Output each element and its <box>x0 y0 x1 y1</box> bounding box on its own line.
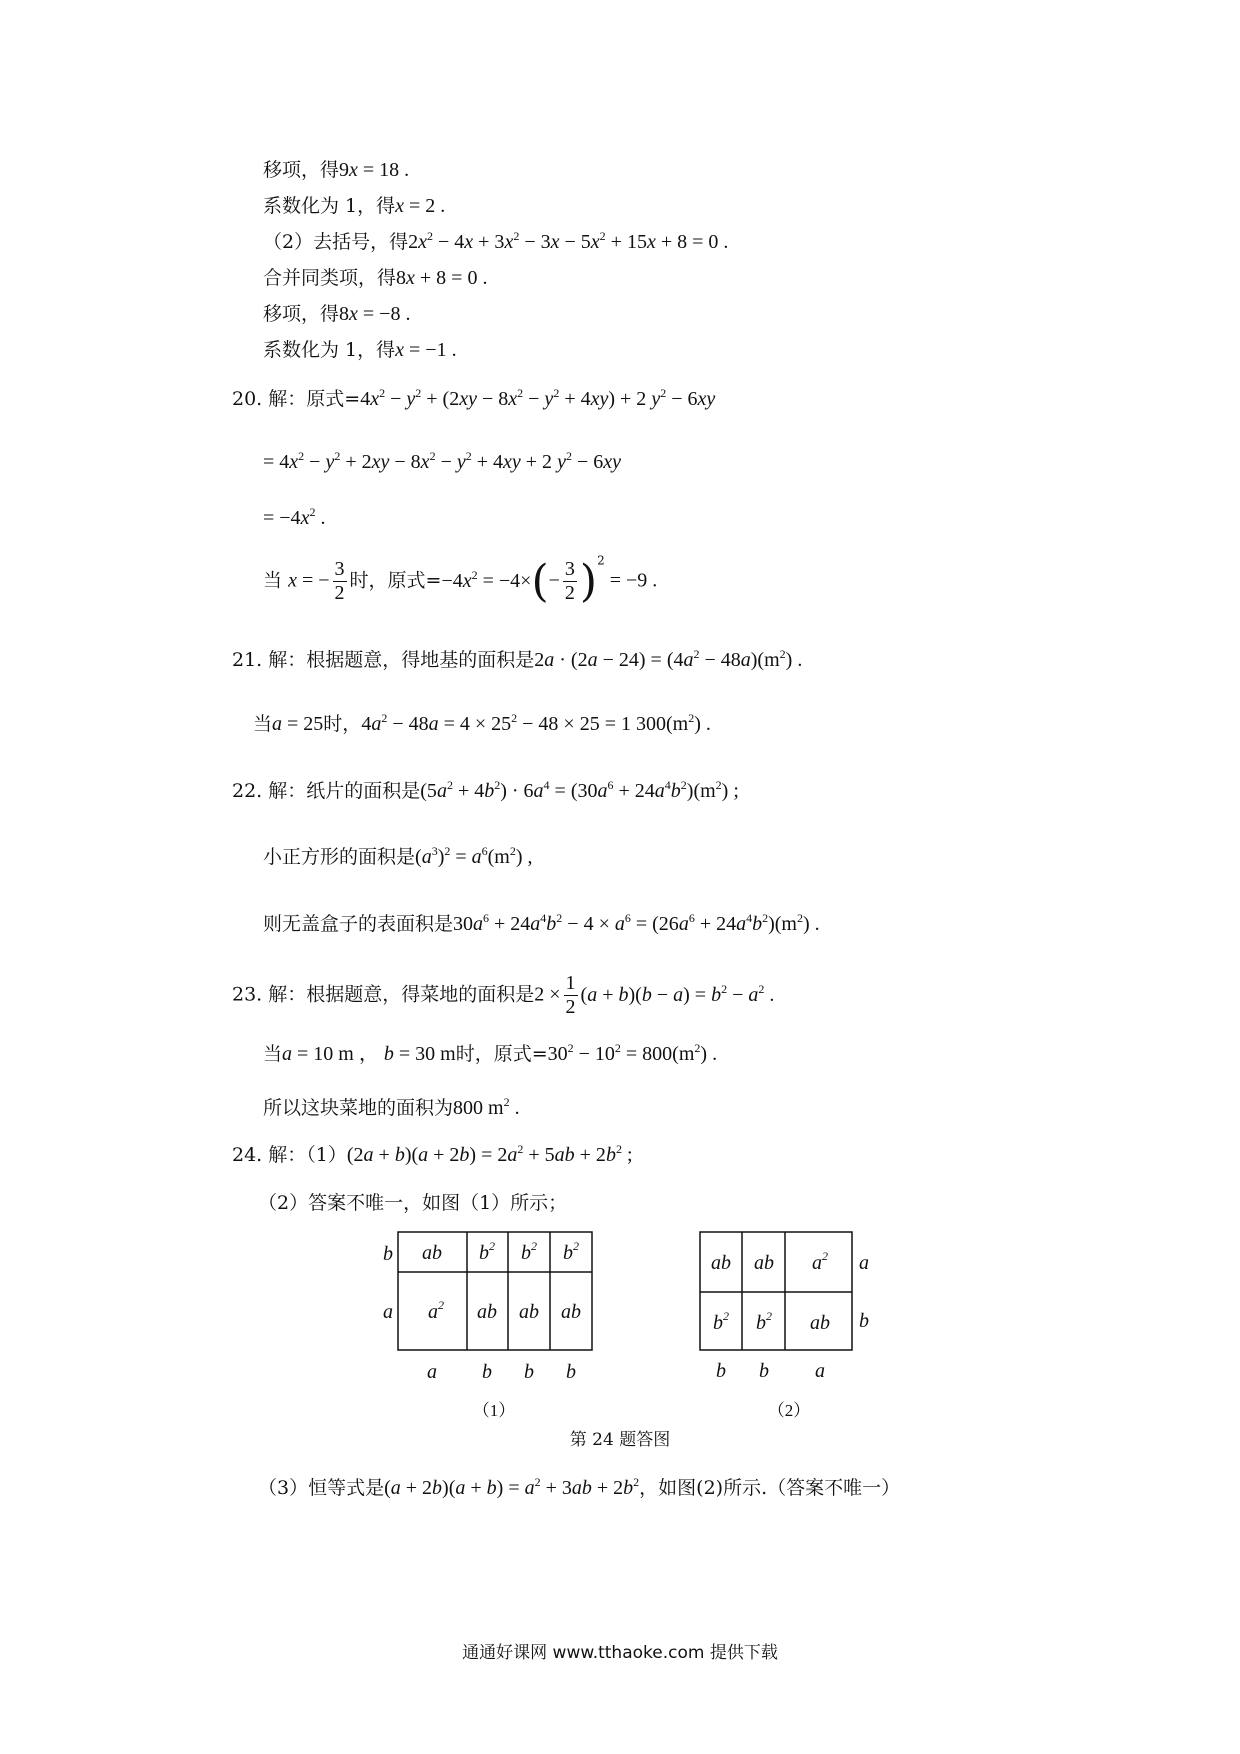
fig2-bottom-b2: b <box>759 1360 769 1382</box>
fig1-cell-8: ab <box>561 1301 581 1323</box>
fig2-cell-4: $b^2$ <box>713 1309 729 1334</box>
q23-line1: 23. 解：根据题意，得菜地的面积是2 × $\frac{1}{2}$ $(a + b)(b - a) = b^2 - a^2$ . <box>232 972 775 1018</box>
step-combine-2: 合并同类项，得8x + 8 = 0 . <box>263 267 488 289</box>
figure-caption: 第 24 题答图 <box>569 1430 671 1450</box>
q23-line3: 所以这块菜地的面积为800 $m^2$ . <box>263 1095 520 1119</box>
step-expand-2: （2）去括号，得$2x^2 - 4x + 3x^2 - 3x - 5x^2 + 15x + 8 = 0$ . <box>263 229 729 253</box>
q22-line3: 则无盖盒子的表面积是$30a^6 + 24a^4b^2 - 4 \times a^6 = (26a^6 + 24a^4b^2)(m^2)$ . <box>263 911 820 935</box>
fig2-side-b: b <box>859 1310 869 1332</box>
q21-line2: 当a = 25时，$4a^2 - 48a = 4 \times 25^2 - 48 \times 25 = 1$ $300(m^2)$ . <box>253 711 711 735</box>
q24-figure <box>0 1220 1240 1420</box>
fig1-side-b: b <box>383 1243 393 1265</box>
fig1-bottom-b3: b <box>566 1361 576 1383</box>
fig1-bottom-b1: b <box>482 1361 492 1383</box>
fig2-cell-5: $b^2$ <box>756 1309 772 1334</box>
fig2-label: （2） <box>767 1401 811 1420</box>
fig1-cell-6: ab <box>477 1301 497 1323</box>
q21-line1: 21. 解：根据题意，得地基的面积是$2a \cdot (2a - 24) = (4a^2 - 48a)(m^2)$ . <box>232 647 803 671</box>
fig1-cell-3: $b^2$ <box>521 1239 537 1264</box>
step-move-1: 移项，得9x = 18 . <box>263 159 410 181</box>
fig1-cell-5: $a^2$ <box>428 1298 444 1323</box>
fig1-cell-7: ab <box>519 1301 539 1323</box>
fig1-cell-4: $b^2$ <box>563 1239 579 1264</box>
q23-line2: 当a = 10 m ， b = 30 m时，原式$=30^2 - 10^2 = 800(m^2)$ . <box>263 1041 718 1065</box>
q20-line3: = $-4x^2$ . <box>263 505 326 529</box>
q24-line2: （2）答案不唯一，如图（1）所示； <box>258 1192 568 1214</box>
q24-line3: （3）恒等式是$(a + 2b)(a + b) = a^2 + 3ab + 2b^2$，如图(2)所示.（答案不唯一） <box>258 1475 901 1499</box>
fig2-cell-2: ab <box>754 1252 774 1274</box>
fig1-bottom-b2: b <box>524 1361 534 1383</box>
fig1-cell-1: ab <box>422 1242 442 1264</box>
fig1-label: （1） <box>472 1401 516 1420</box>
q24-line1: 24. 解：$(1)(2a + b)(a + 2b) = 2a^2 + 5ab + 2b^2$ ; <box>232 1142 633 1166</box>
page-footer: 通通好课网 www.tthaoke.com 提供下载 <box>462 1643 778 1663</box>
step-move-2: 移项，得8x = −8 . <box>263 303 411 325</box>
fig2-cell-3: $a^2$ <box>812 1249 828 1274</box>
fig1-cell-2: $b^2$ <box>479 1239 495 1264</box>
fig2-cell-1: ab <box>711 1252 731 1274</box>
fig2-bottom-b1: b <box>716 1360 726 1382</box>
fig1-bottom-a: a <box>427 1361 437 1383</box>
step-coef-1: 系数化为 1，得x = 2 . <box>263 195 446 217</box>
q22-line1: 22. 解：纸片的面积是$(5a^2 + 4b^2) \cdot 6a^4 = (30a^6 + 24a^4b^2)(m^2)$ ; <box>232 778 739 802</box>
q22-line2: 小正方形的面积是$(a^3)^2 = a^6(m^2)$ , <box>263 844 533 868</box>
q20-line1: 20. 解：原式$=4x^2 - y^2 + (2xy - 8x^2 - y^2 + 4xy) + 2$ $y^2 - 6xy$ <box>232 386 716 410</box>
fig2-cell-6: ab <box>810 1312 830 1334</box>
q20-line2: = $4x^2 - y^2 + 2xy - 8x^2 - y^2 + 4xy + 2$ $y^2 - 6xy$ <box>263 449 621 473</box>
fig1-side-a: a <box>383 1301 393 1323</box>
fig2-side-a: a <box>859 1252 869 1274</box>
q20-line4: 当 x = − $\frac{3}{2}$ 时，原式$=-4x^2 = -4\times(-$ $\frac{3}{2}$ )$^2$ = −9 . <box>263 553 658 607</box>
step-coef-2: 系数化为 1，得x = −1 . <box>263 339 457 361</box>
fig2-bottom-a: a <box>815 1360 825 1382</box>
